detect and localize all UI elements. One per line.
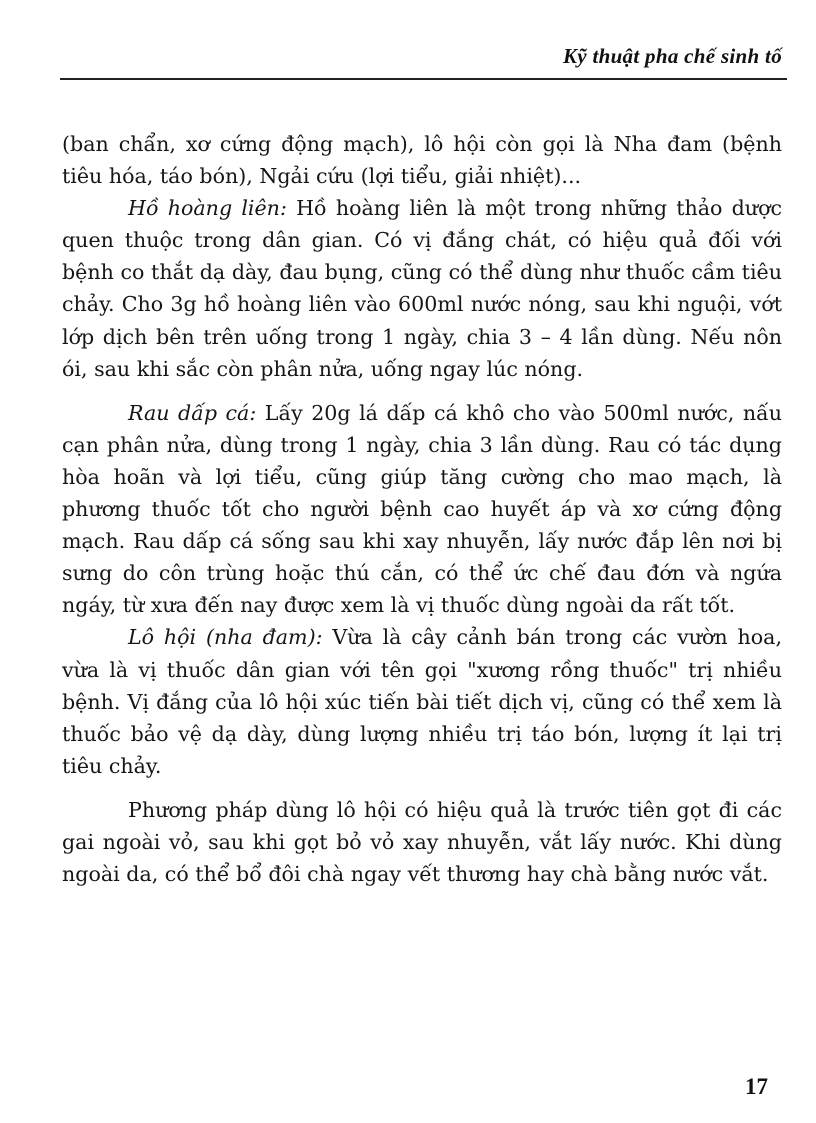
term-rau-dap-ca: Rau dấp cá: <box>128 400 257 425</box>
header-divider <box>60 78 787 80</box>
term-ho-hoang-lien: Hồ hoàng liên: <box>128 196 287 221</box>
paragraph-intro: (ban chẩn, xơ cứng động mạch), lô hội còn gọi là Nha đam (bệnh tiêu hóa, táo bón), Ngải cứu (lợi tiểu, giải nhiệt)... <box>62 132 782 189</box>
paragraph-ho-hoang-lien-text: Hồ hoàng liên là một trong những thảo dược quen thuộc trong dân gian. Có vị đắng chát, có hiệu quả đối với bệnh co thắt dạ dày, đau bụng, cũng có thể dùng như thuốc cầm tiêu chảy. Cho 3g hồ hoàng liên vào 600ml nước nóng, sau khi nguội, vớt lớp dịch bên trên uống trong 1 ngày, chia 3 – 4 lần dùng. Nếu nôn ói, sau khi sắc còn phân nửa, uống ngay lúc nóng. <box>62 196 782 381</box>
page-body <box>62 128 782 890</box>
paragraph-lo-hoi-method: Phương pháp dùng lô hội có hiệu quả là trước tiên gọt đi các gai ngoài vỏ, sau khi gọt bỏ vỏ xay nhuyễn, vắt lấy nước. Khi dùng ngoài da, có thể bổ đôi chà ngay vết thương hay chà bằng nước vắt. <box>62 797 782 887</box>
paragraph-ho-hoang-lien <box>62 192 782 385</box>
page-number: 17 <box>745 1074 768 1099</box>
term-lo-hoi: Lô hội (nha đam): <box>128 625 323 650</box>
paragraph-lo-hoi <box>62 621 782 781</box>
paragraph-rau-dap-ca-text: Lấy 20g lá dấp cá khô cho vào 500ml nước, nấu cạn phân nửa, dùng trong 1 ngày, chia 3 lần dùng. Rau có tác dụng hòa hoãn và lợi tiểu, cũng giúp tăng cường cho mao mạch, là phương thuốc tốt cho người bệnh cao huyết áp và xơ cứng động mạch. Rau dấp cá sống sau khi xay nhuyễn, lấy nước đắp lên nơi bị sưng do côn trùng hoặc thú cắn, có thể ức chế đau đớn và ngứa ngáy, từ xưa đến nay được xem là vị thuốc dùng ngoài da rất tốt. <box>62 400 782 618</box>
paragraph-rau-dap-ca <box>62 397 782 622</box>
running-title: Kỹ thuật pha chế sinh tố <box>562 44 782 68</box>
paragraph-lo-hoi-text: Vừa là cây cảnh bán trong các vườn hoa, vừa là vị thuốc dân gian với tên gọi "xương rồng thuốc" trị nhiều bệnh. Vị đắng của lô hội xúc tiến bài tiết dịch vị, cũng có thể xem là thuốc bảo vệ dạ dày, dùng lượng nhiều trị táo bón, lượng ít lại trị tiêu chảy. <box>62 625 782 778</box>
